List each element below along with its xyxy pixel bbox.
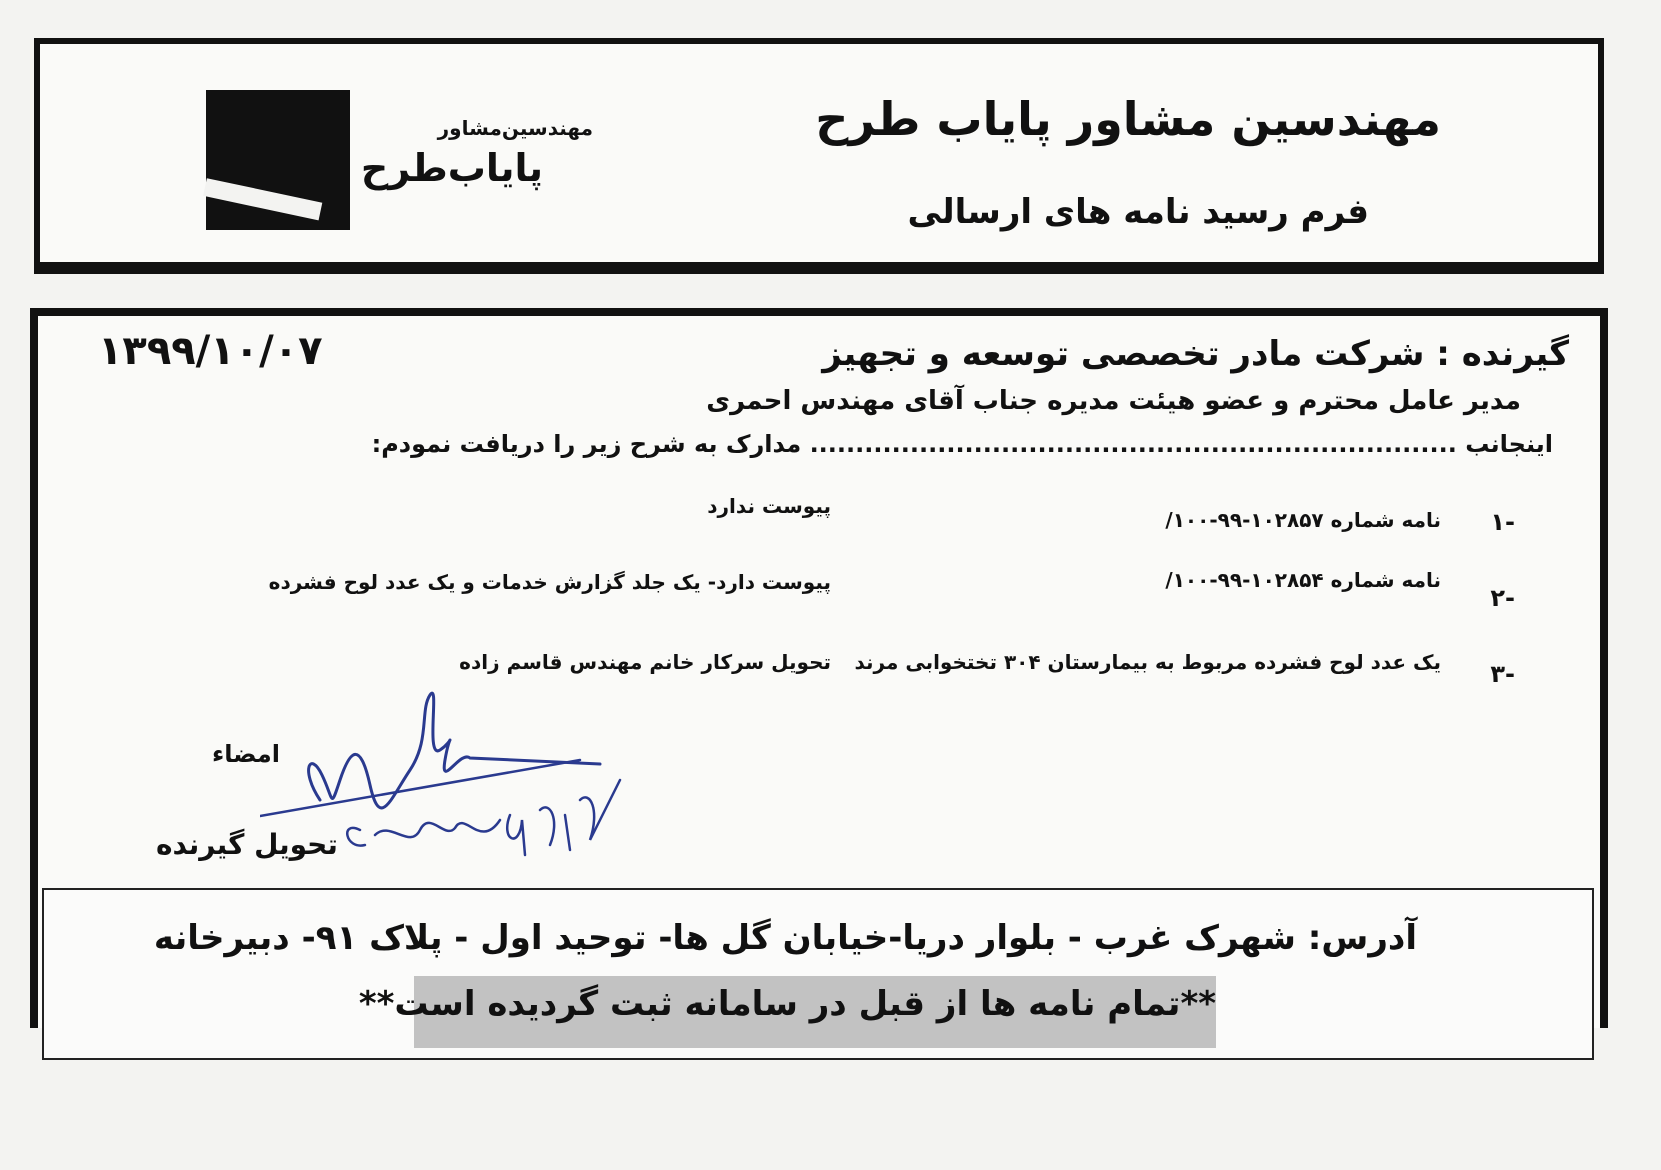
- item-number: ۲-: [1490, 584, 1515, 612]
- item-number: ۳-: [1490, 660, 1515, 688]
- item-letter: نامه شماره ۱۰۲۸۵۴-۹۹-۱۰۰/: [1165, 568, 1441, 592]
- handwritten-signature: [260, 680, 680, 880]
- signature-label: امضاء: [212, 740, 281, 768]
- item-note: پیوست دارد- یک جلد گزارش خدمات و یک عدد لوح فشرده: [268, 570, 831, 594]
- receiver-label: تحویل گیرنده: [156, 828, 338, 861]
- logo-big-text: پایاب‌طرح: [360, 146, 543, 190]
- item-note: تحویل سرکار خانم مهندس قاسم زاده: [459, 650, 831, 674]
- address-line: آدرس: شهرک غرب - بلوار دریا-خیابان گل ها- توحید اول - پلاک ۹۱- دبیرخانه: [153, 918, 1417, 958]
- notice-text: **تمام نامه ها از قبل در سامانه ثبت گردیده است**: [358, 984, 1216, 1024]
- confirmation-line: اینجانب ....................................................................... مدارک به شرح زیر را دریافت نمودم:: [371, 430, 1553, 458]
- recipient-line: گیرنده : شرکت مادر تخصصی توسعه و تجهیز: [822, 334, 1569, 374]
- recipient-title: مدیر عامل محترم و عضو هیئت مدیره جناب آقای مهندس احمری: [706, 386, 1521, 416]
- document-date: ۱۳۹۹/۱۰/۰۷: [98, 328, 323, 374]
- item-letter: نامه شماره ۱۰۲۸۵۷-۹۹-۱۰۰/: [1165, 508, 1441, 532]
- company-title: مهندسین مشاور پایاب طرح: [815, 92, 1441, 146]
- item-number: ۱-: [1490, 508, 1515, 536]
- form-title: فرم رسید نامه های ارسالی: [907, 192, 1369, 232]
- item-note: پیوست ندارد: [707, 494, 831, 518]
- item-letter: یک عدد لوح فشرده مربوط به بیمارستان ۳۰۴ تختخوابی مرند: [854, 650, 1441, 674]
- logo-small-text: مهندسین‌مشاور: [437, 116, 593, 140]
